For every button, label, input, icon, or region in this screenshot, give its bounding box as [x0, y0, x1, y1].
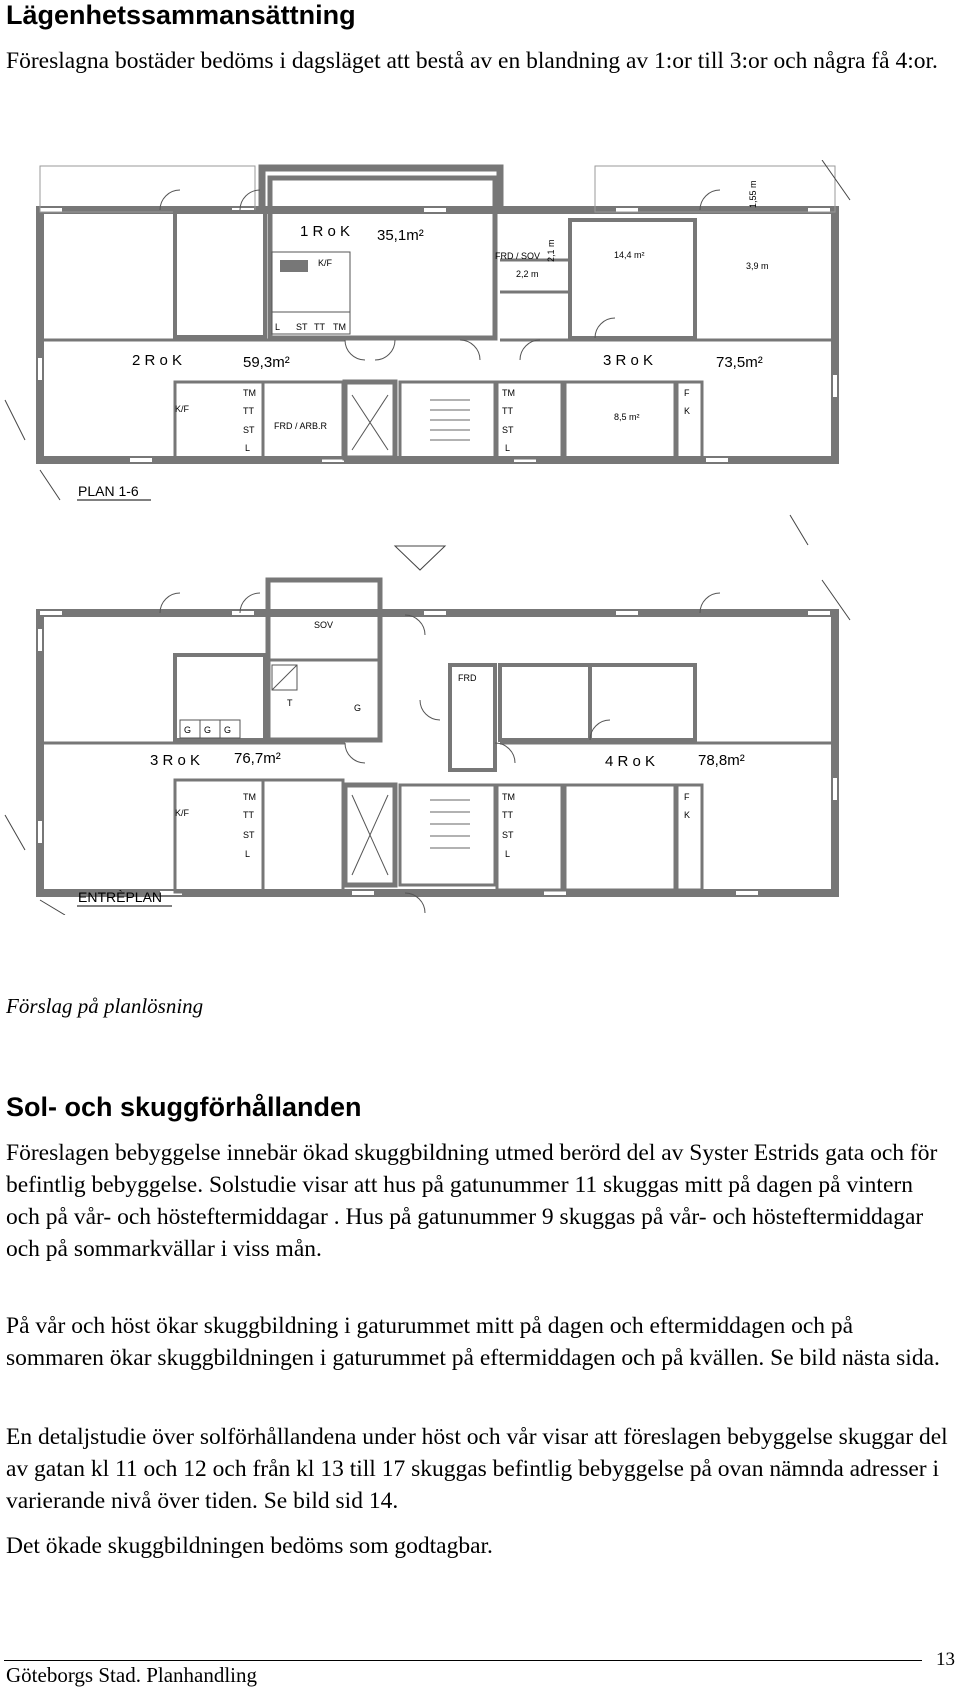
upper-room-tm: TM [333, 322, 346, 332]
page-number: 13 [936, 1649, 955, 1670]
upper-area-14-4: 14,4 m² [614, 250, 645, 260]
section-heading-sun-shadow: Sol- och skuggförhållanden [6, 1092, 362, 1122]
sun-shadow-paragraph-4: Det ökade skuggbildningen bedöms som godtagbar. [6, 1533, 493, 1559]
sun-shadow-paragraph-1: Föreslagen bebyggelse innebär ökad skuggbildning utmed berörd del av Syster Estrids gata och för befintlig bebyggelse. Solstudie visar att hus på gatunummer 11 skuggas mitt på dagen på vintern och på vår- och hösteftermiddagar . Hus på gatunummer 9 skuggas på vår- och hösteftermiddagar och på sommarkvällar i viss mån. [6, 1140, 938, 1262]
upper-dim-3-9: 3,9 m [746, 261, 769, 271]
lower-room-tt-left: TT [243, 810, 254, 820]
upper-room-kf-left: K/F [175, 404, 190, 414]
sun-shadow-paragraph-2: På vår och höst ökar skuggbildning i gaturummet mitt på dagen och eftermiddagen och på sommaren ökar skuggbildningen i gaturummet på eftermiddagen och på kvällen. Se bild nästa sida. [6, 1313, 940, 1371]
lower-apt2-area: 78,8m² [698, 752, 745, 769]
upper-room-tm-left: TM [243, 388, 256, 398]
upper-dim-2-2: 2,2 m [516, 269, 539, 279]
upper-room-tm-right: TM [502, 388, 515, 398]
upper-room-f: F [684, 388, 690, 398]
upper-apt2-area: 59,3m² [243, 354, 290, 371]
lower-room-l-left: L [245, 849, 251, 859]
lower-room-tt-right: TT [502, 810, 513, 820]
lower-apt1-area: 76,7m² [234, 750, 281, 767]
upper-room-frd-sov: FRD / SOV [495, 251, 541, 261]
lower-room-k: K [684, 810, 691, 820]
upper-room-l-right: L [505, 443, 511, 453]
upper-plan-title: PLAN 1-6 [78, 483, 139, 499]
upper-room-st-right: ST [502, 425, 514, 435]
figure-caption: Förslag på planlösning [6, 994, 204, 1018]
upper-apt1-area: 35,1m² [377, 227, 424, 244]
upper-room-l: L [275, 322, 281, 332]
lower-plan-drawing [40, 580, 835, 913]
upper-room-frd-arb: FRD / ARB.R [274, 421, 328, 431]
upper-apt3-label: 3 R o K [603, 352, 654, 369]
upper-room-kf-core: K/F [318, 258, 333, 268]
lower-room-t: T [287, 698, 293, 708]
apartments-paragraph: Föreslagna bostäder bedöms i dagsläget att bestå av en blandning av 1:or till 3:or och några få 4:or. [6, 48, 938, 74]
lower-room-g1: G [184, 725, 192, 735]
section-heading-apartments: Lägenhetssammansättning [6, 0, 356, 30]
lower-plan-title: ENTRÈPLAN [78, 889, 163, 905]
lower-apt2-label: 4 R o K [605, 753, 656, 770]
upper-apt3-area: 73,5m² [716, 354, 763, 371]
lower-room-kf: K/F [175, 808, 190, 818]
upper-room-st: ST [296, 322, 308, 332]
lower-room-g2: G [204, 725, 212, 735]
lower-room-st-left: ST [243, 830, 255, 840]
upper-room-tt: TT [314, 322, 325, 332]
upper-room-l-left: L [245, 443, 251, 453]
lower-room-tm-left: TM [243, 792, 256, 802]
upper-room-tt-left: TT [243, 406, 254, 416]
lower-room-frd: FRD [458, 673, 477, 683]
lower-apt1-label: 3 R o K [150, 752, 201, 769]
lower-room-sov: SOV [314, 620, 334, 630]
upper-apt1-label: 1 R o K [300, 223, 351, 240]
upper-area-8-5: 8,5 m² [614, 412, 640, 422]
lower-room-tm-right: TM [502, 792, 515, 802]
lower-room-g3: G [224, 725, 232, 735]
upper-room-st-left: ST [243, 425, 255, 435]
footer-organization: Göteborgs Stad. Planhandling [6, 1663, 258, 1687]
lower-room-l-right: L [505, 849, 511, 859]
sun-shadow-paragraph-3: En detaljstudie över solförhållandena under höst och vår visar att föreslagen bebyggelse skuggar del av gatan kl 11 och 12 och från kl 13 till 17 skuggas befintlig bebyggelse på ovan nämnda adresser i varierande nivå över tiden. Se bild sid 14. [6, 1424, 948, 1514]
upper-room-k: K [684, 406, 691, 416]
upper-dim-2-1: 2,1 m [546, 239, 556, 262]
upper-plan-drawing [40, 166, 835, 460]
lower-room-g: G [354, 703, 362, 713]
upper-apt2-label: 2 R o K [132, 352, 183, 369]
upper-dim-1-55: 1,55 m [748, 180, 758, 208]
footer-divider [4, 1660, 922, 1661]
upper-room-tt-right: TT [502, 406, 513, 416]
floor-plans [0, 160, 960, 915]
lower-room-st-right: ST [502, 830, 514, 840]
lower-room-f: F [684, 792, 690, 802]
